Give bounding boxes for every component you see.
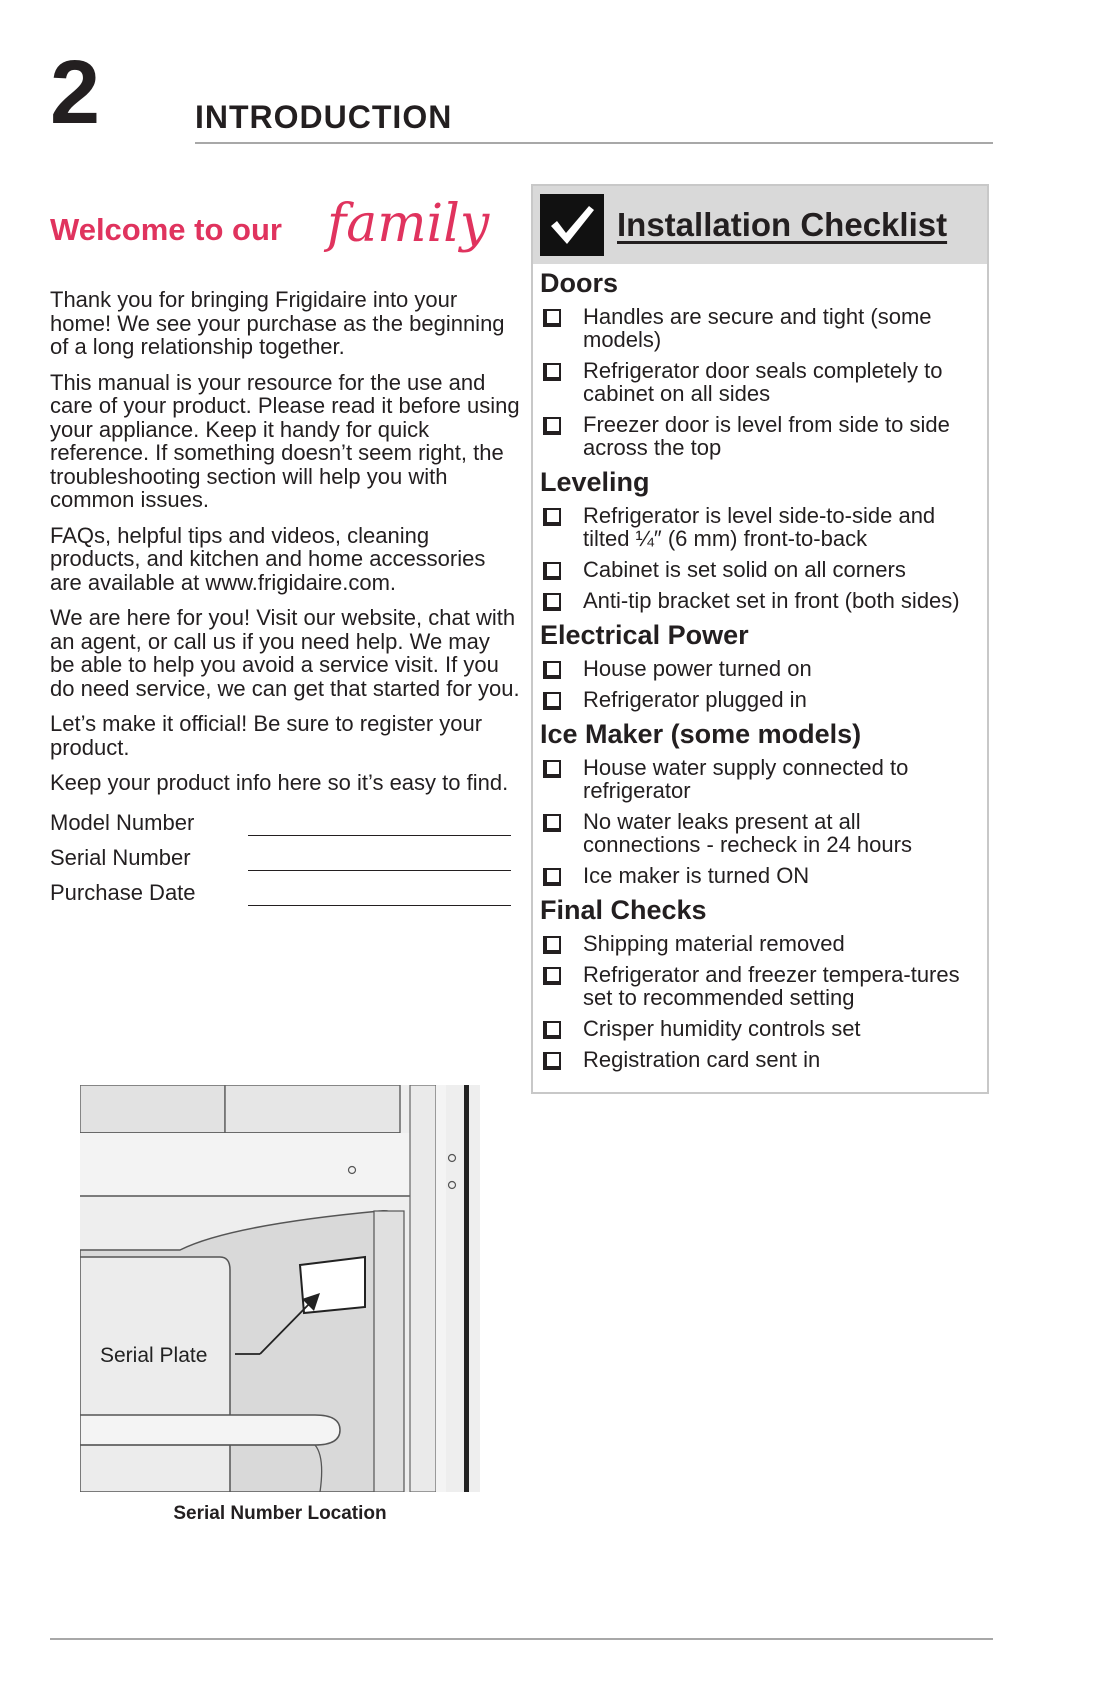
section-title: INTRODUCTION [195,99,453,135]
checklist-item [540,1048,981,1071]
checklist-item-text: No water leaks present at all connections - recheck in 24 hours [583,809,912,857]
checklist-item-text: Freezer door is level from side to side across the top [583,412,950,460]
serial-number-label: Serial Number [50,844,191,870]
checklist-item [540,589,981,612]
checklist-group-items [540,932,981,1071]
welcome-paragraph: FAQs, helpful tips and videos, cleaning products, and kitchen and home accessories are available at www.frigidaire.com. [50,522,486,595]
checklist-item-text: Refrigerator plugged in [583,687,807,712]
purchase-date-blank[interactable] [248,883,511,906]
checklist-group-title: Doors [540,268,619,298]
checkbox-icon[interactable] [543,1021,561,1039]
checkbox-icon[interactable] [543,692,561,710]
purchase-date-label: Purchase Date [50,879,196,905]
model-number-label: Model Number [50,809,195,835]
checklist-item [540,413,981,459]
checklist-item-text: Anti-tip bracket set in front (both sides) [583,588,960,613]
checklist-item [540,1017,981,1040]
checklist-item [540,810,981,856]
checklist-item [540,359,981,405]
welcome-paragraph: This manual is your resource for the use and care of your product. Please read it before using your appliance. Keep it handy for quick reference. If something doesn’t seem right, the troubleshooting section will help you with common issues. [50,369,520,512]
page-number: 2 [50,43,101,143]
checklist-header [533,186,987,264]
welcome-paragraph: Let’s make it official! Be sure to register your product. [50,711,483,760]
purchase-date-row [50,871,520,906]
figure-caption: Serial Number Location [173,1503,387,1524]
checklist-group-items [540,657,981,711]
checkbox-icon[interactable] [543,868,561,886]
checklist-group-title: Electrical Power [540,620,749,650]
serial-plate-label: Serial Plate [100,1344,208,1367]
refrigerator-interior-drawing [80,1085,480,1492]
checkbox-icon[interactable] [543,760,561,778]
welcome-text: Welcome to our [50,212,282,247]
checklist-group-title: Ice Maker (some models) [540,719,862,749]
checkbox-icon[interactable] [543,562,561,580]
welcome-script-text: family [327,194,490,254]
model-number-row [50,801,520,836]
checklist-item-text: Handles are secure and tight (some models) [583,304,932,352]
checkbox-icon[interactable] [543,967,561,985]
checkbox-icon[interactable] [543,309,561,327]
welcome-paragraph: We are here for you! Visit our website, chat with an agent, or call us if you need help. We may be able to help you avoid a service visit. If you do need service, we can get that started for you. [50,605,520,701]
checklist-item-text: Shipping material removed [583,931,845,956]
header-rule [195,142,993,144]
checklist-item-text: Refrigerator and freezer tempera-tures set to recommended setting [583,962,960,1010]
checkbox-icon[interactable] [543,593,561,611]
checklist-item-text: Cabinet is set solid on all corners [583,557,906,582]
installation-checklist [531,184,989,1094]
welcome-section [50,194,520,906]
checklist-group-items [540,504,981,612]
serial-number-row [50,836,520,871]
checklist-item-text: Ice maker is turned ON [583,863,810,888]
checklist-item [540,756,981,802]
checkbox-icon[interactable] [543,1052,561,1070]
checklist-item-text: Crisper humidity controls set [583,1016,861,1041]
checkbox-icon[interactable] [543,417,561,435]
checklist-item-text: Registration card sent in [583,1047,821,1072]
welcome-paragraph: Keep your product info here so it’s easy to find. [50,770,509,795]
checklist-group-items [540,305,981,459]
checklist-item [540,657,981,680]
checklist-group-title: Leveling [540,467,650,497]
checkbox-icon[interactable] [543,936,561,954]
checklist-item [540,688,981,711]
checklist-item [540,504,981,550]
welcome-paragraph: Thank you for bringing Frigidaire into your home! We see your purchase as the beginning of a long relationship together. [50,287,505,359]
checkbox-icon[interactable] [543,363,561,381]
checklist-item [540,932,981,955]
checkmark-icon [540,194,604,256]
checkbox-icon[interactable] [543,814,561,832]
checklist-body [533,264,987,1071]
checklist-item [540,305,981,351]
serial-plate-illustration [80,1085,480,1492]
checklist-item-text: House power turned on [583,656,812,681]
checklist-item-text: Refrigerator is level side-to-side and tilted ¼″ (6 mm) front-to-back [583,503,936,551]
checklist-group-items [540,756,981,887]
welcome-heading [50,194,520,288]
model-number-blank[interactable] [248,813,511,836]
checklist-item-text: Refrigerator door seals completely to cabinet on all sides [583,358,943,406]
checkbox-icon[interactable] [543,508,561,526]
checklist-item-text: House water supply connected to refrigerator [583,755,909,803]
checklist-title: Installation Checklist [617,206,948,243]
footer-rule [50,1638,993,1640]
checklist-item [540,558,981,581]
checklist-item [540,963,981,1009]
checklist-group-title: Final Checks [540,895,707,925]
checklist-item [540,864,981,887]
checkbox-icon[interactable] [543,661,561,679]
serial-number-blank[interactable] [248,848,511,871]
